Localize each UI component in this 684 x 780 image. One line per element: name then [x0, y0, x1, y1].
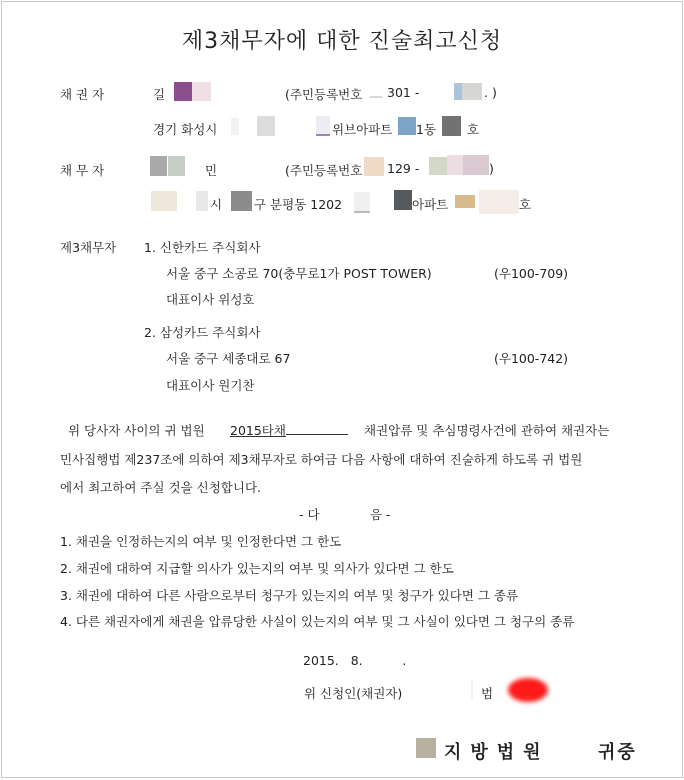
debtor-ho: 호 — [519, 197, 532, 212]
creditor-address: 경기 화성시 — [153, 122, 218, 137]
debtor-id-prefix: (주민등록번호 — [285, 163, 363, 178]
third-party-1-address: 서울 중구 소공로 70(충무로1가 POST TOWER) — [166, 266, 432, 281]
debtor-name: 민 — [205, 163, 218, 178]
redaction-block — [447, 155, 463, 175]
body-line-1a: 위 당사자 사이의 귀 법원 — [68, 423, 205, 438]
redaction-block — [316, 116, 330, 136]
list-item-1: 1. 채권을 인정하는지의 여부 및 인정한다면 그 한도 — [60, 534, 342, 549]
third-party-label: 제3채무자 — [60, 240, 117, 255]
body-line-2: 민사집행법 제237조에 의하여 제3채무자로 하여금 다음 사항에 대하여 진술하게 하도록 귀 법원 — [60, 452, 583, 467]
redaction-block — [354, 192, 370, 213]
redaction-block — [231, 118, 239, 135]
creditor-label: 채 권 자 — [60, 87, 105, 102]
heading-right: 음 - — [370, 507, 391, 522]
debtor-si: 시 — [210, 197, 223, 212]
creditor-ho: 호 — [467, 122, 480, 137]
document-page — [1, 1, 683, 778]
body-line-3: 에서 최고하여 주실 것을 신청합니다. — [60, 480, 261, 495]
creditor-id-end: . ) — [484, 85, 497, 100]
creditor-dong: 1동 — [416, 122, 437, 137]
debtor-label: 채 무 자 — [60, 163, 105, 178]
third-party-2-postal: (우100-742) — [494, 351, 569, 366]
redaction-block — [398, 117, 416, 135]
list-item-3: 3. 채권에 대하여 다른 사람으로부터 청구가 있는지의 여부 및 청구가 있다면 그 종류 — [60, 588, 519, 603]
seal-stamp — [508, 678, 548, 702]
third-party-2-address: 서울 중구 세종대로 67 — [166, 351, 291, 366]
document-title: 제3채무자에 대한 진술최고신청 — [181, 29, 503, 54]
redaction-block — [168, 156, 185, 176]
body-line-1b: 채권압류 및 추심명령사건에 관하여 채권자는 — [364, 423, 610, 438]
redaction-block — [455, 195, 475, 208]
third-party-2-rep: 대표이사 원기찬 — [166, 378, 255, 393]
redaction-block — [463, 155, 489, 175]
redaction-block — [196, 191, 208, 211]
list-item-4: 4. 다른 채권자에게 채권을 압류당한 사실이 있는지의 여부 및 그 사실이 있다면 그 청구의 종류 — [60, 614, 575, 629]
redaction-block — [394, 190, 412, 210]
redaction-block — [257, 116, 275, 136]
creditor-name: 길 — [153, 87, 166, 102]
redaction-block — [471, 679, 473, 701]
creditor-id-mid: 301 - — [387, 85, 420, 100]
debtor-apt: 아파트 — [412, 197, 449, 212]
redaction-block — [454, 83, 462, 100]
court-name: 지방법원 — [444, 742, 550, 763]
redaction-block — [479, 190, 519, 214]
third-party-2-title: 2. 삼성카드 주식회사 — [144, 325, 261, 340]
case-number-text: 2015타채 — [230, 423, 286, 438]
redaction-block — [364, 157, 384, 176]
redaction-block — [150, 156, 167, 176]
creditor-id-prefix: (주민등록번호 — [285, 87, 363, 102]
third-party-1-postal: (우100-709) — [494, 266, 569, 281]
third-party-1-rep: 대표이사 위성호 — [166, 292, 255, 307]
seal-label: 범 — [481, 686, 494, 701]
applicant-label: 위 신청인(채권자) — [304, 686, 403, 701]
redaction-block — [462, 83, 482, 100]
date: 2015. 8. . — [303, 653, 407, 668]
redaction-block — [192, 82, 211, 101]
redaction-block — [231, 191, 252, 211]
redaction-block — [442, 116, 461, 136]
debtor-id-end: ) — [489, 161, 494, 176]
redaction-block — [429, 157, 447, 175]
debtor-gu: 구 분평동 1202 — [254, 197, 343, 212]
court-suffix: 귀중 — [598, 742, 637, 763]
case-number-blank — [286, 423, 348, 435]
redaction-block — [151, 191, 177, 211]
heading-left: - 다 — [299, 507, 320, 522]
list-item-2: 2. 채권에 대하여 지급할 의사가 있는지의 여부 및 의사가 있다면 그 한도 — [60, 561, 454, 576]
redaction-block — [416, 738, 436, 758]
third-party-1-title: 1. 신한카드 주식회사 — [144, 240, 261, 255]
redaction-block — [370, 96, 382, 98]
case-number — [230, 421, 348, 439]
creditor-apt: 위브아파트 — [332, 122, 393, 137]
debtor-id-mid: 129 - — [387, 161, 420, 176]
redaction-block — [174, 82, 192, 101]
